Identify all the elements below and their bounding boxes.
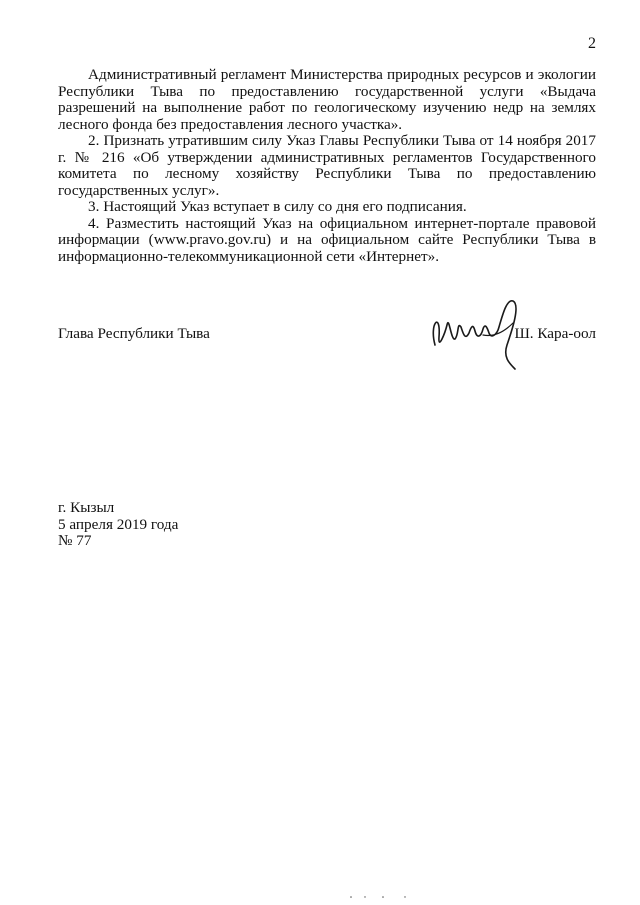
issue-city: г. Кызыл	[58, 499, 115, 516]
signatory-name: Ш. Кара-оол	[514, 325, 596, 342]
signature-block	[58, 325, 596, 365]
issue-date: 5 апреля 2019 года	[58, 515, 179, 533]
paragraph-regulation: Административный регламент Министерства природных ресурсов и экологии Республики Тыва по предоставлению государственной услуги «Выдача разрешений на выполнение работ по геологическому изучению недр на землях лесного фонда без предоставления лесного участка».	[58, 66, 596, 133]
paragraph-item-3: 3. Настоящий Указ вступает в силу со дня его подписания.	[88, 198, 467, 215]
scan-artifact	[345, 895, 415, 899]
decree-number: № 77	[58, 532, 92, 549]
paragraph-item-2: 2. Признать утратившим силу Указ Главы Республики Тыва от 14 ноября 2017 г. № 216 «Об утверждении административных регламентов Государственного комитета по лесному хозяйству Республики Тыва по предоставлению государственных услуг».	[58, 132, 596, 199]
page-number: 2	[588, 35, 596, 52]
document-body	[58, 67, 596, 265]
document-footer	[58, 500, 178, 550]
signatory-title: Глава Республики Тыва	[58, 325, 210, 342]
paragraph-item-4: 4. Разместить настоящий Указ на официальном интернет-портале правовой информации (www.pravo.gov.ru) и на официальном сайте Республики Тыва в информационно-телекоммуникационной сети «Интернет».	[58, 214, 596, 265]
